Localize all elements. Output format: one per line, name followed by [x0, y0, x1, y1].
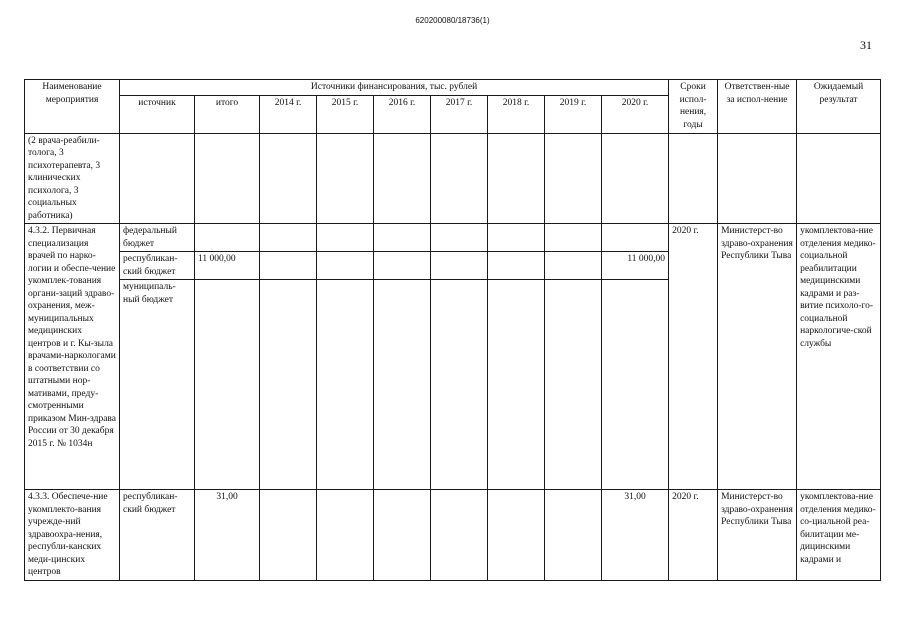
empty-cell — [431, 252, 488, 280]
header-name: Наименование мероприятия — [25, 80, 120, 134]
empty-cell — [374, 252, 431, 280]
empty-cell — [431, 224, 488, 252]
header-result: Ожидаемый результат — [797, 80, 881, 134]
header-year: 2019 г. — [545, 95, 602, 133]
empty-cell — [431, 133, 488, 224]
empty-cell — [317, 252, 374, 280]
header-year: 2018 г. — [488, 95, 545, 133]
empty-cell — [488, 224, 545, 252]
header-year: 2015 г. — [317, 95, 374, 133]
header-deadline: Сроки испол-нения, годы — [669, 80, 718, 134]
empty-cell — [545, 490, 602, 581]
header-year: 2016 г. — [374, 95, 431, 133]
header-year: 2017 г. — [431, 95, 488, 133]
header-year: 2014 г. — [260, 95, 317, 133]
empty-cell — [374, 133, 431, 224]
source-republic: республикан-ский бюджет — [120, 252, 195, 280]
row-responsible: Министерст-во здраво-охранения Республики Тыва — [718, 490, 797, 581]
header-source: источник — [120, 95, 195, 133]
row-name: 4.3.2. Первичная специализация врачей по нарко-логии и обеспе-чение укомплек-тования органи-заций здраво-охранения, меж-муниципальных медицинских центров и г. Кы-зыла врачами-наркологами в соответствии со штатными нор-мативами, преду-смотренными приказом Мин-здрава России от 30 декабря 2015 г. № 1034н — [25, 224, 120, 490]
empty-cell — [120, 133, 195, 224]
empty-cell — [488, 252, 545, 280]
empty-cell — [602, 280, 669, 490]
empty-cell — [374, 280, 431, 490]
empty-cell — [317, 280, 374, 490]
empty-cell — [545, 252, 602, 280]
row-total: 31,00 — [195, 490, 260, 581]
table-row-4-3-3 — [25, 490, 881, 581]
header-row-1 — [25, 80, 881, 96]
row-responsible: Министерст-во здраво-охранения Республики Тыва — [718, 224, 797, 490]
empty-cell — [602, 133, 669, 224]
empty-cell — [602, 224, 669, 252]
empty-cell — [431, 490, 488, 581]
row-2020: 31,00 — [602, 490, 669, 581]
row-name: (2 врача-реабили-толога, 3 психотерапевта, 3 клинических психолога, 3 социальных работника) — [25, 133, 120, 224]
header-year: 2020 г. — [602, 95, 669, 133]
program-table — [24, 79, 881, 581]
empty-cell — [260, 224, 317, 252]
empty-cell — [545, 133, 602, 224]
empty-cell — [260, 133, 317, 224]
republic-2020: 11 000,00 — [602, 252, 669, 280]
empty-cell — [317, 490, 374, 581]
empty-cell — [317, 224, 374, 252]
empty-cell — [317, 133, 374, 224]
empty-cell — [545, 280, 602, 490]
empty-cell — [431, 280, 488, 490]
row-source: республикан-ский бюджет — [120, 490, 195, 581]
empty-cell — [374, 490, 431, 581]
empty-cell — [797, 133, 881, 224]
empty-cell — [195, 280, 260, 490]
empty-cell — [195, 133, 260, 224]
empty-cell — [260, 490, 317, 581]
empty-cell — [669, 133, 718, 224]
empty-cell — [545, 224, 602, 252]
row-name: 4.3.3. Обеспече-ние укомплекто-вания учрежде-ний здравоохра-нения, республи-канских меди-цинских центров — [25, 490, 120, 581]
source-municipal: муниципаль-ный бюджет — [120, 280, 195, 490]
document-id: 620200080/18736(1) — [415, 16, 490, 25]
table-row-staff-continuation — [25, 133, 881, 224]
empty-cell — [718, 133, 797, 224]
row-deadline: 2020 г. — [669, 224, 718, 490]
empty-cell — [260, 252, 317, 280]
empty-cell — [488, 280, 545, 490]
republic-total: 11 000,00 — [195, 252, 260, 280]
table-row-4-3-2-federal — [25, 224, 881, 252]
header-responsible: Ответствен-ные за испол-нение — [718, 80, 797, 134]
row-deadline: 2020 г. — [669, 490, 718, 581]
header-total: итого — [195, 95, 260, 133]
empty-cell — [195, 224, 260, 252]
empty-cell — [488, 490, 545, 581]
row-result: укомплектова-ние отделения медико-со-циальной реа-билитации ме-дицинскими кадрами и — [797, 490, 881, 581]
source-federal: федеральный бюджет — [120, 224, 195, 252]
empty-cell — [260, 280, 317, 490]
header-funding-group: Источники финансирования, тыс. рублей — [120, 80, 669, 96]
empty-cell — [374, 224, 431, 252]
empty-cell — [488, 133, 545, 224]
row-result: укомплектова-ние отделения медико-социальной реабилитации медицинскими кадрами и раз-витие психоло-го-социальной наркологиче-ской службы — [797, 224, 881, 490]
page-number: 31 — [860, 38, 872, 52]
